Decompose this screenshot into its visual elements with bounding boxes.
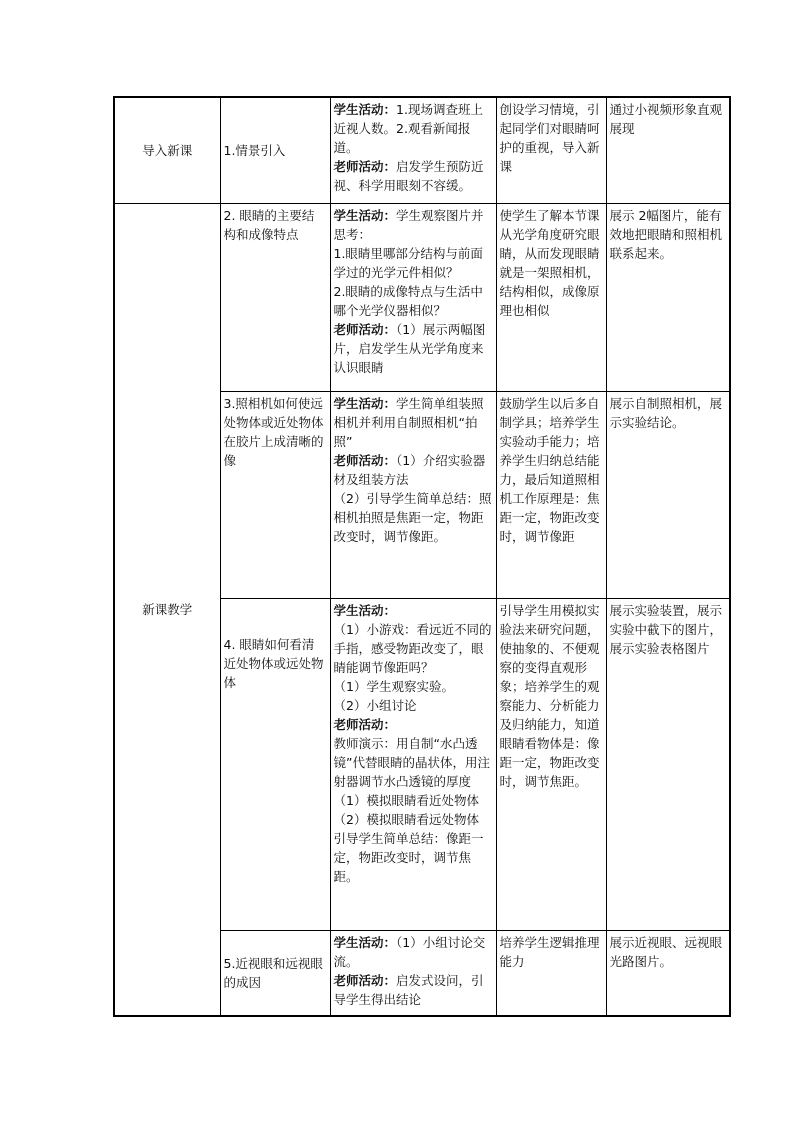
activity-item: （1）学生观察实验。 <box>333 678 454 694</box>
activity-item: 学生活动：（1）小组讨论交流。 <box>333 934 486 969</box>
topic-cell: 5.近视眼和远视眼的成因 <box>220 930 330 1016</box>
activity-item: （2）模拟眼睛看远处物体 <box>333 811 479 827</box>
activities-cell <box>330 598 496 930</box>
activity-item: （2）小组讨论 <box>333 697 417 713</box>
topic-cell: 4. 眼睛如何看清近处物体或远处物体 <box>220 598 330 930</box>
activity-item: 学生活动： <box>333 602 397 618</box>
activity-item: 引导学生简单总结：像距一定，物距改变时，调节焦距。 <box>333 830 484 884</box>
activity-item: 学生活动：1.现场调查班上近视人数。2.观看新闻报道。 <box>333 102 483 155</box>
table-row <box>114 97 730 203</box>
media-cell: 通过小视频形象直观展现 <box>606 97 730 203</box>
activity-item: 老师活动：启发式设问，引导学生得出结论 <box>333 972 484 1007</box>
media-cell: 展示 2幅图片，能有效地把眼睛和照相机联系起来。 <box>606 203 730 391</box>
activity-item: 老师活动：（1）介绍实验器材及组装方法 <box>333 452 486 487</box>
activities-cell <box>330 203 496 391</box>
activities-cell <box>330 97 496 203</box>
media-cell: 展示自制照相机，展示实验结论。 <box>606 391 730 598</box>
activities-cell <box>330 930 496 1016</box>
lesson-plan-table <box>113 96 731 1017</box>
stage-cell: 新课教学 <box>114 203 220 1016</box>
topic-cell: 2. 眼睛的主要结构和成像特点 <box>220 203 330 391</box>
intent-cell: 使学生了解本节课从光学角度研究眼睛，从而发现眼睛就是一架照相机，结构相似，成像原理也相似 <box>496 203 606 391</box>
activity-item: 学生活动：学生简单组装照相机并利用自制照相机“拍照” <box>333 395 484 449</box>
activity-item: （1）小游戏：看远近不同的手指，感受物距改变了，眼睛能调节像距吗？ <box>333 621 492 675</box>
activity-item: 1.眼睛里哪部分结构与前面学过的光学元件相似？ <box>333 245 483 280</box>
stage-cell: 导入新课 <box>114 97 220 203</box>
activity-item: 老师活动：启发学生预防近视、科学用眼刻不容缓。 <box>333 159 484 193</box>
intent-cell: 培养学生逻辑推理能力 <box>496 930 606 1016</box>
media-cell: 展示实验装置，展示实验中截下的图片，展示实验表格图片 <box>606 598 730 930</box>
activity-item: 老师活动： <box>333 716 397 732</box>
media-cell: 展示近视眼、远视眼光路图片。 <box>606 930 730 1016</box>
activity-item: 学生活动：学生观察图片并思考： <box>333 207 484 242</box>
activities-cell <box>330 391 496 598</box>
topic-cell: 1.情景引入 <box>220 97 330 203</box>
activity-item: （1）模拟眼睛看近处物体 <box>333 792 479 808</box>
topic-cell: 3.照相机如何使远处物体或近处物体在胶片上成清晰的像 <box>220 391 330 598</box>
intent-cell: 引导学生用模拟实验法来研究问题，使抽象的、不便观察的变得直观形象；培养学生的观察能力、分析能力及归纳能力，知道眼睛看物体是：像距一定，物距改变时，调节焦距。 <box>496 598 606 930</box>
intent-cell: 创设学习情境，引起同学们对眼睛呵护的重视，导入新课 <box>496 97 606 203</box>
activity-item: 老师活动：（1）展示两幅图片，启发学生从光学角度来认识眼睛 <box>333 321 486 375</box>
activity-item: 教师演示：用自制“水凸透镜”代替眼睛的晶状体，用注射器调节水凸透镜的厚度 <box>333 735 490 789</box>
intent-cell: 鼓励学生以后多自制学具；培养学生实验动手能力；培养学生归纳总结能力，最后知道照相机工作原理是：焦距一定，物距改变时，调节像距 <box>496 391 606 598</box>
activity-item: 2.眼睛的成像特点与生活中哪个光学仪器相似？ <box>333 283 483 318</box>
activity-item: （2）引导学生简单总结：照相机拍照是焦距一定，物距改变时，调节像距。 <box>333 490 492 544</box>
table-row <box>114 203 730 391</box>
